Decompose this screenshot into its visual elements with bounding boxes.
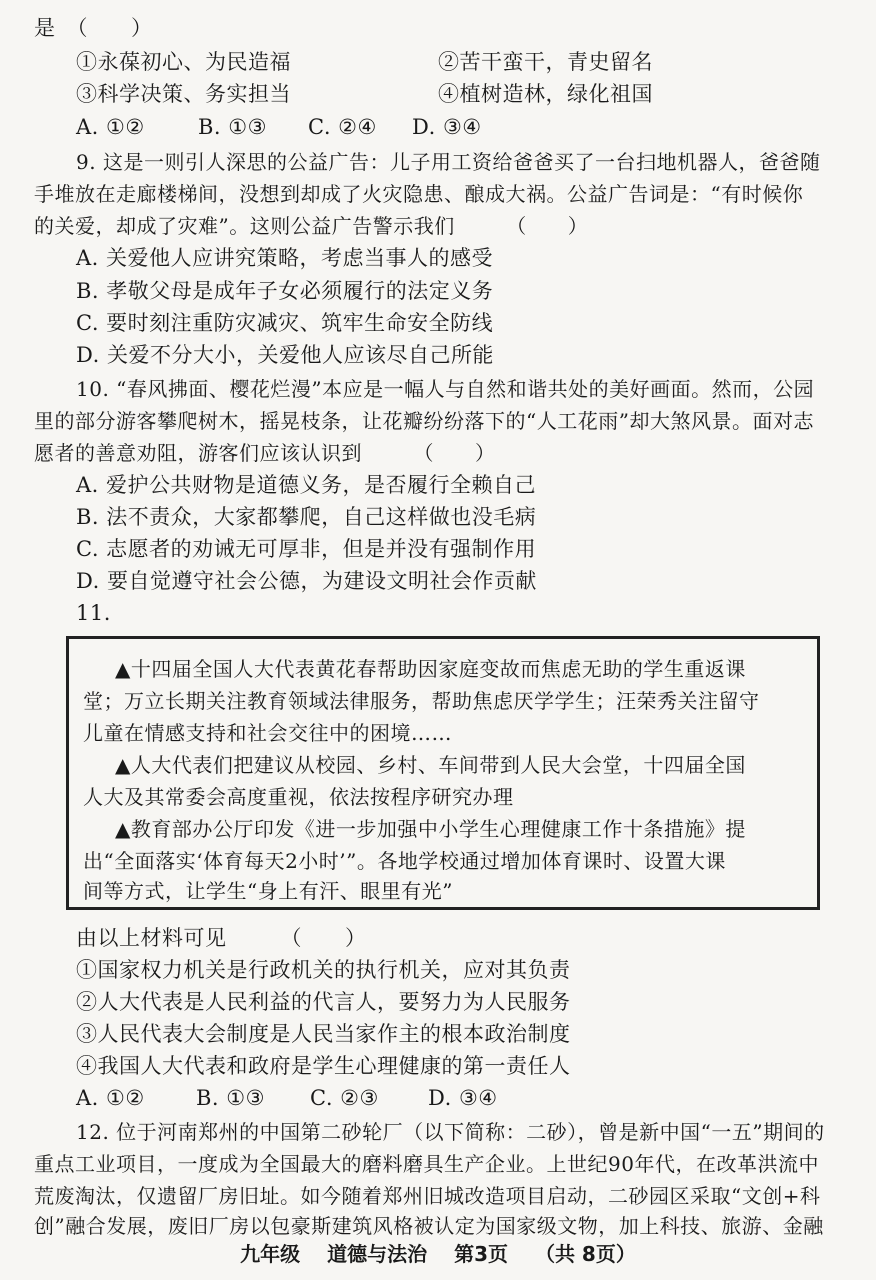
q10-option-c: C. 志愿者的劝诫无可厚非，但是并没有强制作用 (76, 537, 537, 561)
q11-choice-a: A. ①② (76, 1086, 145, 1110)
q11-option-4: ④我国人大代表和政府是学生心理健康的第一责任人 (76, 1054, 571, 1078)
q8-option-1: ①永葆初心、为民造福 (76, 50, 291, 74)
q10-option-d: D. 要自觉遵守社会公德，为建设文明社会作贡献 (76, 569, 537, 593)
q8-option-3: ③科学决策、务实担当 (76, 82, 291, 106)
q12-line-4: 创”融合发展，废旧厂房以包豪斯建筑风格被认定为国家级文物，加上科技、旅游、金融 (34, 1214, 824, 1238)
q8-choice-d: D. ③④ (412, 115, 482, 139)
q8-choice-c: C. ②④ (308, 115, 377, 139)
q9-option-b: B. 孝敬父母是成年子女必须履行的法定义务 (76, 279, 494, 303)
q11-number: 11. (76, 601, 111, 625)
q10-line-1: 10. “春风拂面、樱花烂漫”本应是一幅人与自然和谐共处的美好画面。然而，公园 (76, 377, 815, 401)
q11-material-box (66, 636, 820, 910)
footer-total-pages: （共 8页） (534, 1242, 636, 1266)
q9-line-3: 的关爱，却成了灾难”。这则公益广告警示我们 （ ） (34, 214, 589, 238)
q9-line-1: 9. 这是一则引人深思的公益广告：儿子用工资给爸爸买了一台扫地机器人，爸爸随 (76, 150, 821, 174)
q12-line-3: 荒废淘汰，仅遗留厂房旧址。如今随着郑州旧城改造项目启动，二砂园区采取“文创+科 (34, 1184, 821, 1208)
q11-material-p1-line3: 儿童在情感支持和社会交往中的困境…… (83, 721, 452, 745)
q11-option-2: ②人大代表是人民利益的代言人，要努力为人民服务 (76, 990, 571, 1014)
q11-choice-b: B. ①③ (196, 1086, 265, 1110)
q9-option-c: C. 要时刻注重防灾减灾、筑牢生命安全防线 (76, 311, 494, 335)
q11-option-3: ③人民代表大会制度是人民当家作主的根本政治制度 (76, 1022, 571, 1046)
q11-choice-c: C. ②③ (310, 1086, 379, 1110)
q11-stem: 由以上材料可见 （ ） (76, 926, 367, 950)
q10-line-3: 愿者的善意劝阻，游客们应该认识到 （ ） (34, 441, 496, 465)
q11-material-p3-line1: ▲教育部办公厅印发《进一步加强中小学生心理健康工作十条措施》提 (115, 817, 746, 841)
q12-line-1: 12. 位于河南郑州的中国第二砂轮厂（以下简称：二砂），曾是新中国“一五”期间的 (76, 1120, 825, 1144)
q8-option-2: ②苦干蛮干，青史留名 (438, 50, 653, 74)
footer-subject: 道德与法治 (327, 1242, 428, 1266)
q11-material-p1-line2: 堂；万立长期关注教育领域法律服务，帮助焦虑厌学学生；汪荣秀关注留守 (83, 689, 760, 713)
q11-material-p2-line1: ▲人大代表们把建议从校园、乡村、车间带到人民大会堂，十四届全国 (115, 753, 746, 777)
page-footer (0, 1238, 876, 1267)
q11-choice-d: D. ③④ (428, 1086, 498, 1110)
q8-stem-tail: 是 （ ） (34, 16, 153, 40)
q9-line-2: 手堆放在走廊楼梯间，没想到却成了火灾隐患、酿成大祸。公益广告词是：“有时候你 (34, 182, 804, 206)
q8-option-4: ④植树造林，绿化祖国 (438, 82, 653, 106)
q9-option-a: A. 关爱他人应讲究策略，考虑当事人的感受 (76, 246, 494, 270)
q11-option-1: ①国家权力机关是行政机关的执行机关，应对其负责 (76, 958, 571, 982)
footer-grade: 九年级 (240, 1242, 301, 1266)
q10-option-a: A. 爱护公共财物是道德义务，是否履行全赖自己 (76, 473, 537, 497)
q8-choice-b: B. ①③ (198, 115, 267, 139)
q10-option-b: B. 法不责众，大家都攀爬，自己这样做也没毛病 (76, 505, 537, 529)
q11-material-p3-line3: 间等方式，让学生“身上有汗、眼里有光” (83, 879, 453, 903)
q9-option-d: D. 关爱不分大小，关爱他人应该尽自己所能 (76, 343, 494, 367)
q11-material-p2-line2: 人大及其常委会高度重视，依法按程序研究办理 (83, 785, 514, 809)
footer-page-number: 第3页 (454, 1242, 508, 1266)
q10-line-2: 里的部分游客攀爬树木，摇晃枝条，让花瓣纷纷落下的“人工花雨”却大煞风景。面对志 (34, 409, 814, 433)
q8-choice-a: A. ①② (76, 115, 145, 139)
q11-material-p3-line2: 出“全面落实‘体育每天2小时’”。各地学校通过增加体育课时、设置大课 (83, 849, 726, 873)
q11-material-p1-line1: ▲十四届全国人大代表黄花春帮助因家庭变故而焦虑无助的学生重返课 (115, 657, 746, 681)
q12-line-2: 重点工业项目，一度成为全国最大的磨料磨具生产企业。上世纪90年代，在改革洪流中 (34, 1152, 819, 1176)
